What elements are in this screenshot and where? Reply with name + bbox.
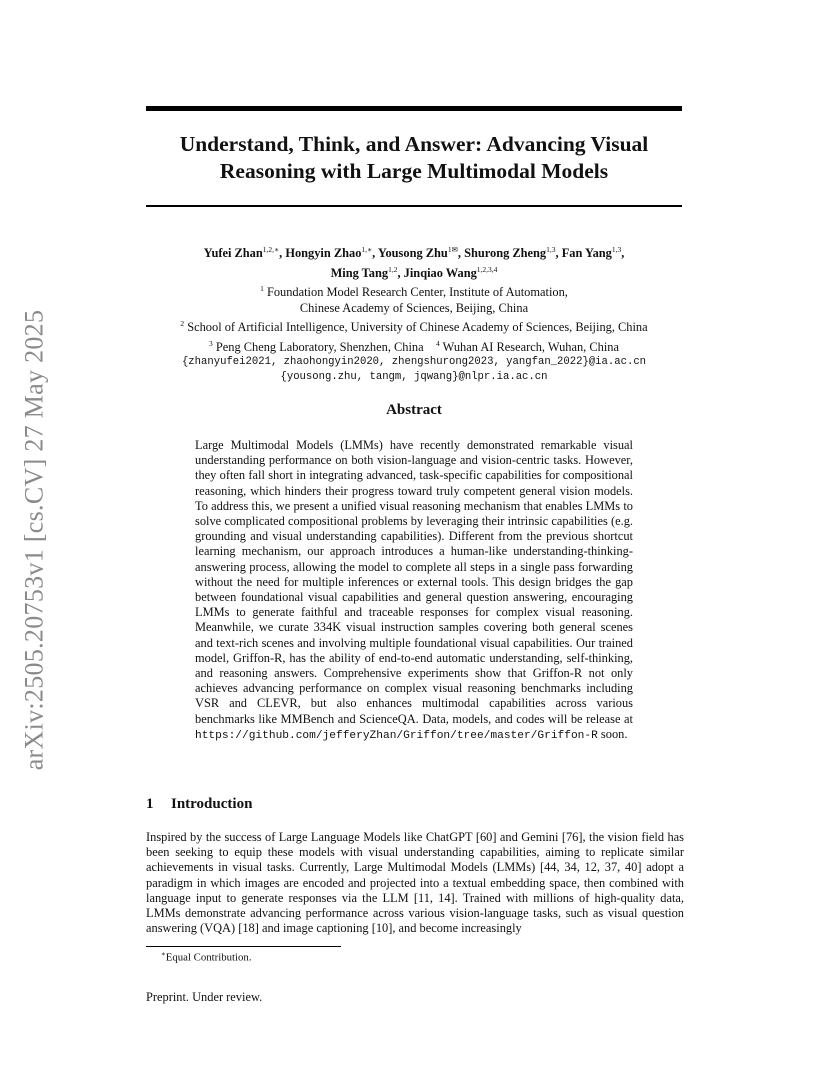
author-affil-mark: 1,2,∗: [262, 245, 280, 254]
author-block: [120, 242, 708, 386]
title-line-2: Reasoning with Large Multimodal Models: [219, 159, 609, 183]
affiliation-text: School of Artificial Intelligence, University of Chinese Academy of Sciences, Beijing, China: [187, 320, 648, 335]
section-number: 1: [146, 796, 154, 812]
author-name: Fan Yang: [561, 246, 612, 261]
abstract-body: [195, 438, 633, 744]
affiliation-text: Peng Cheng Laboratory, Shenzhen, China: [215, 339, 424, 354]
section-title: Introduction: [171, 796, 253, 812]
author-name: Hongyin Zhao: [285, 246, 362, 261]
author-name: Yufei Zhan: [203, 246, 263, 261]
affiliation-text: Wuhan AI Research, Wuhan, China: [442, 339, 619, 354]
title-line-1: Understand, Think, and Answer: Advancing Visual: [179, 132, 649, 156]
author-name: Yousong Zhu: [377, 246, 448, 261]
abstract-heading: Abstract: [386, 402, 442, 418]
author-separator: ,: [372, 246, 378, 261]
title-top-rule: [146, 106, 682, 111]
author-affil-mark: 1,2: [388, 264, 398, 274]
author-affil-mark: 1,3: [546, 245, 556, 254]
affil-mark: 1: [260, 284, 264, 294]
arxiv-id-text: arXiv:2505.20753v1 [cs.CV] 27 May 2025: [19, 309, 49, 771]
preprint-notice: Preprint. Under review.: [146, 990, 263, 1004]
code-repository-link[interactable]: https://github.com/jefferyZhan/Griffon/tree/master/Griffon-R: [195, 729, 598, 742]
author-affil-mark: 1,∗: [361, 245, 373, 254]
affil-mark: 3: [209, 338, 213, 348]
author-name: Jinqiao Wang: [403, 265, 477, 280]
author-separator: ,: [555, 246, 562, 261]
author-separator: ,: [457, 246, 465, 261]
abstract-tail: soon.: [597, 726, 628, 741]
author-names-line-2: [120, 262, 708, 282]
author-separator: ,: [621, 246, 625, 261]
paper-title: [146, 131, 682, 185]
affiliation-3-4: [120, 336, 708, 356]
affiliation-2: [120, 316, 708, 336]
affil-mark: 4: [436, 338, 440, 348]
author-affil-mark: 1✉: [447, 245, 458, 254]
footnote-mark: ∗: [161, 950, 166, 958]
author-separator: ,: [397, 265, 404, 280]
abstract-text: Large Multimodal Models (LMMs) have recently demonstrated remarkable visual understanding performance on both vision-language and vision-centric tasks. However, they often fall short in integrating advanced, task-specific capabilities for compositional reasoning, which hinders their progress toward truly competent general vision models. To address this, we present a unified visual reasoning mechanism that enables LMMs to solve complicated compositional problems by leveraging their intrinsic capabilities (e.g. grounding and visual understanding capabilities). Different from the previous shortcut learning mechanism, our approach introduces a human-like understanding-thinking-answering process, allowing the model to complete all steps in a single pass forwarding without the need for multiple inferences or external tools. This design bridges the gap between foundational visual capabilities and general question answering, encouraging LMMs to generate faithful and traceable responses for complex visual reasoning. Meanwhile, we curate 334K visual instruction samples covering both general scenes and text-rich scenes and involving multiple foundational visual capabilities. Our trained model, Griffon-R, has the ability of end-to-end automatic understanding, self-thinking, and reasoning answers. Comprehensive experiments show that Griffon-R not only achieves advancing performance on complex visual reasoning benchmarks including VSR and CLEVR, but also enhances multimodal capabilities across various benchmarks like MMBench and ScienceQA. Data, models, and codes will be release at: [195, 438, 633, 726]
affiliation-1-line-1: [120, 281, 708, 301]
author-affil-mark: 1,2,3,4: [476, 264, 498, 274]
author-name: Ming Tang: [330, 265, 389, 280]
email-line-2: {yousong.zhu, tangm, jqwang}@nlpr.ia.ac.cn: [280, 371, 548, 384]
email-line-1: {zhanyufei2021, zhaohongyin2020, zhengshurong2023, yangfan_2022}@ia.ac.cn: [181, 356, 647, 369]
introduction-paragraph: Inspired by the success of Large Language Models like ChatGPT [60] and Gemini [76], the vision field has been seeking to equip these models with visual understanding capabilities, aiming to replicate similar achievements in visual tasks. Currently, Large Multimodal Models (LMMs) [44, 34, 12, 37, 40] adopt a paradigm in which images are encoded and projected into a textual embedding space, then combined with language input to generate responses via the LLM [11, 14]. Trained with millions of high-quality data, LMMs demonstrate advancing performance across various vision-language tasks, such as visual question answering (VQA) [18] and image captioning [10], and become increasingly: [146, 830, 684, 936]
affiliation-text: Foundation Model Research Center, Institute of Automation,: [266, 285, 568, 300]
author-separator: ,: [279, 246, 286, 261]
footnote-rule: [146, 946, 341, 947]
footnote-text: Equal Contribution.: [165, 951, 252, 964]
author-affil-mark: 1,3: [611, 245, 622, 254]
author-names-line-1: [120, 242, 708, 262]
title-bottom-rule: [146, 205, 682, 207]
footnote: [161, 950, 252, 964]
affiliation-1-line-2: Chinese Academy of Sciences, Beijing, China: [299, 300, 529, 315]
arxiv-identifier-watermark: [2, 290, 66, 790]
author-name: Shurong Zheng: [464, 246, 547, 261]
affil-mark: 2: [180, 319, 185, 328]
section-heading-introduction: [146, 796, 252, 813]
